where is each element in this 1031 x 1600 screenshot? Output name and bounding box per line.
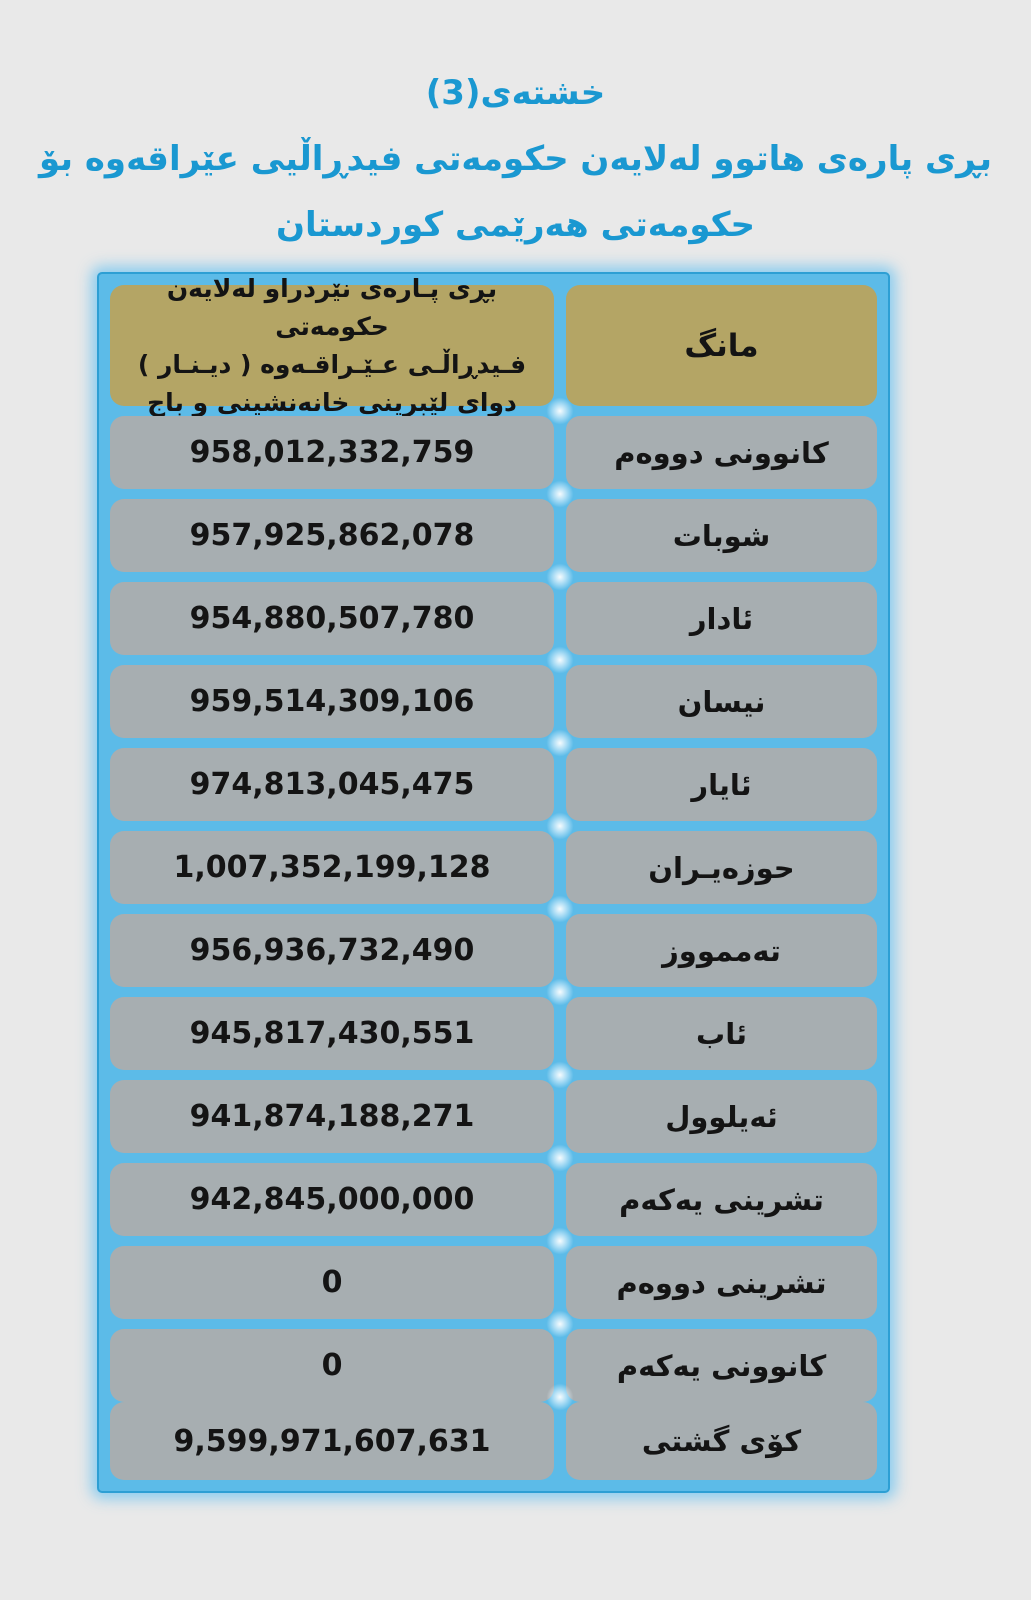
document-title xyxy=(0,0,1031,258)
month-cell xyxy=(566,748,877,821)
table-body xyxy=(110,416,877,1402)
month-cell xyxy=(566,914,877,987)
amount-cell xyxy=(110,582,554,655)
amount-value: 956,936,732,490 xyxy=(189,933,475,968)
transfers-table xyxy=(97,272,890,1493)
table-row xyxy=(110,1329,877,1402)
amount-value: 959,514,309,106 xyxy=(189,684,475,719)
amount-cell xyxy=(110,831,554,904)
amount-value: 957,925,862,078 xyxy=(189,518,475,553)
month-cell xyxy=(566,416,877,489)
month-label: تشرینی یەکەم xyxy=(619,1182,824,1217)
table-row xyxy=(110,582,877,655)
table-row xyxy=(110,831,877,904)
table-row xyxy=(110,416,877,489)
header-amount-line-2: فـیدڕاڵـی عـێـراقـەوە ( دیـنـار ) xyxy=(137,349,527,379)
month-cell xyxy=(566,1080,877,1153)
amount-cell xyxy=(110,665,554,738)
table-row xyxy=(110,1080,877,1153)
table-row xyxy=(110,1246,877,1319)
month-label: ئایار xyxy=(691,767,752,802)
month-label: حوزەیـران xyxy=(648,850,795,885)
amount-value: 0 xyxy=(321,1265,343,1300)
total-amount-cell xyxy=(110,1402,554,1480)
amount-value: 974,813,045,475 xyxy=(189,767,475,802)
table-row xyxy=(110,499,877,572)
table-row xyxy=(110,914,877,987)
amount-value: 941,874,188,271 xyxy=(189,1099,475,1134)
month-label: ئەیلوول xyxy=(665,1099,778,1134)
table-row xyxy=(110,748,877,821)
amount-cell xyxy=(110,748,554,821)
table-header-row xyxy=(110,273,877,417)
table-total-row xyxy=(110,1402,877,1480)
amount-cell xyxy=(110,1246,554,1319)
month-cell xyxy=(566,1329,877,1402)
month-label: نیسان xyxy=(677,684,766,719)
month-label: کانوونی دووەم xyxy=(614,435,829,470)
total-amount-value: 9,599,971,607,631 xyxy=(173,1423,491,1459)
title-line-2: بڕی پارەی هاتوو لەلایەن حکومەتی فیدڕاڵیی عێراقەوە بۆ xyxy=(38,139,993,179)
amount-value: 954,880,507,780 xyxy=(189,601,475,636)
amount-cell xyxy=(110,997,554,1070)
month-label: کانوونی یەکەم xyxy=(616,1348,827,1383)
amount-value: 958,012,332,759 xyxy=(189,435,475,470)
amount-value: 945,817,430,551 xyxy=(189,1016,475,1051)
header-month-label: مانگ xyxy=(684,327,759,364)
header-amount-line-3: دوای لێبرینی خانەنشینی و باج xyxy=(147,387,517,417)
month-label: شوبات xyxy=(672,518,771,553)
amount-cell xyxy=(110,1080,554,1153)
amount-value: 942,845,000,000 xyxy=(189,1182,475,1217)
amount-value: 0 xyxy=(321,1348,343,1383)
month-cell xyxy=(566,499,877,572)
month-label: تەممووز xyxy=(662,933,781,968)
amount-cell xyxy=(110,1329,554,1402)
month-cell xyxy=(566,831,877,904)
month-label: تشرینی دووەم xyxy=(616,1265,827,1300)
header-amount-cell xyxy=(110,273,554,417)
month-cell xyxy=(566,582,877,655)
header-amount-line-1: بڕی پـارەی نێردراو لەلایەن حکومەتی xyxy=(166,273,498,341)
table-row xyxy=(110,997,877,1070)
header-month-cell xyxy=(566,285,877,406)
amount-cell xyxy=(110,1163,554,1236)
total-label: کۆی گشتی xyxy=(641,1424,802,1458)
amount-cell xyxy=(110,416,554,489)
month-cell xyxy=(566,1246,877,1319)
month-label: ئادار xyxy=(689,601,754,636)
title-line-1: خشتەی(3) xyxy=(425,73,606,113)
amount-value: 1,007,352,199,128 xyxy=(173,850,491,885)
total-label-cell xyxy=(566,1402,877,1480)
table-row xyxy=(110,665,877,738)
amount-cell xyxy=(110,914,554,987)
month-cell xyxy=(566,997,877,1070)
table-row xyxy=(110,1163,877,1236)
month-cell xyxy=(566,1163,877,1236)
month-cell xyxy=(566,665,877,738)
month-label: ئاب xyxy=(696,1016,747,1051)
title-line-3: حکومەتی هەرێمی کوردستان xyxy=(275,205,756,245)
amount-cell xyxy=(110,499,554,572)
